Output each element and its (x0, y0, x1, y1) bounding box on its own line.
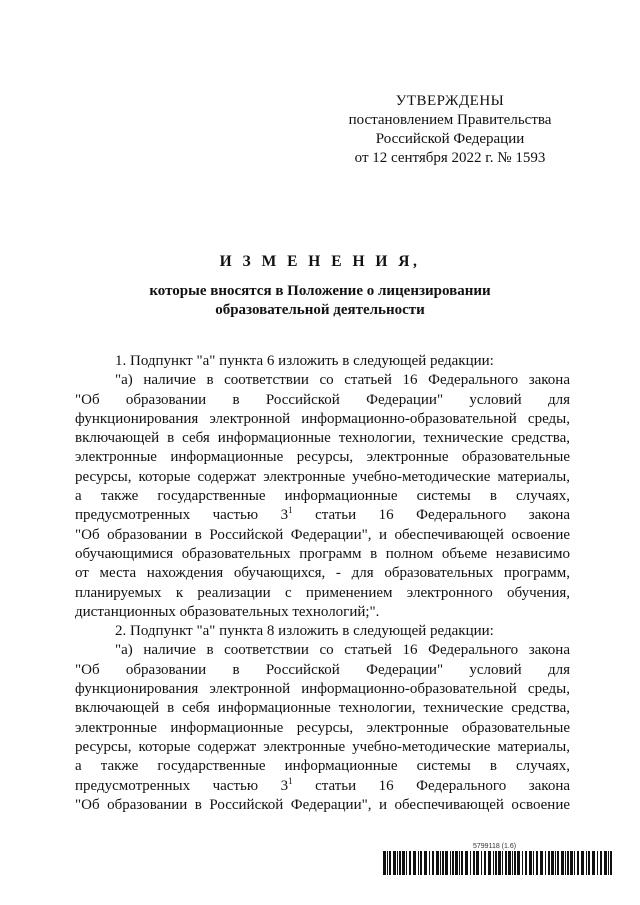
barcode-bar (397, 851, 398, 875)
barcode-bar (445, 851, 448, 875)
barcode-bar (502, 851, 503, 875)
barcode-bar (505, 851, 507, 875)
barcode-bar (436, 851, 439, 875)
item-2-line-8 (75, 777, 570, 796)
item-1-line-6: ресурсы, которые содержат электронные учебно-методические материалы, (75, 468, 570, 485)
barcode-bar (570, 851, 573, 875)
barcode-bar (452, 851, 454, 875)
item-2-heading: 2. Подпункт "а" пункта 8 изложить в следующей редакции: (115, 623, 494, 640)
item-2-line-9: "Об образовании в Российской Федерации", и обеспечивающей освоение (75, 796, 570, 813)
item-1-line-4: включающей в себя информационные технологии, технические средства, (75, 430, 570, 447)
barcode-bar (536, 851, 538, 875)
barcode-bar (470, 851, 471, 875)
subtitle-line-1: которые вносятся в Положение о лицензировании (149, 283, 491, 299)
barcode-bar (488, 851, 491, 875)
item-1-line-3: функционирования электронной информационно-образовательной среды, (75, 410, 570, 427)
barcode-bar (389, 851, 391, 875)
barcode-bar (600, 851, 602, 875)
barcode-bar (533, 851, 534, 875)
barcode-bar (429, 851, 430, 875)
item-2-line-5: электронные информационные ресурсы, электронные образовательные (75, 719, 570, 736)
barcode-bar (418, 851, 419, 875)
approval-line-1: постановлением Правительства (348, 112, 552, 128)
barcode-bar (493, 851, 494, 875)
barcode-icon (383, 851, 615, 875)
item-1-heading: 1. Подпункт "а" пункта 6 изложить в следующей редакции: (115, 353, 494, 369)
item-1-line-5: электронные информационные ресурсы, электронные образовательные (75, 449, 570, 466)
item-1-line-9: "Об образовании в Российской Федерации", и обеспечивающей освоение (75, 526, 570, 543)
barcode-bar (525, 851, 527, 875)
barcode-bar (383, 851, 386, 875)
barcode-bar (495, 851, 497, 875)
item-1-line-13: дистанционных образовательных технологий;". (75, 603, 380, 620)
barcode-bar (413, 851, 416, 875)
barcode-bar (557, 851, 559, 875)
item-1-line-8 (75, 506, 570, 525)
approval-block (320, 92, 580, 168)
barcode-bar (608, 851, 609, 875)
barcode-bar (420, 851, 422, 875)
barcode-bar (442, 851, 444, 875)
item-1-line-7: а также государственные информационные системы в случаях, (75, 488, 570, 505)
barcode-bar (406, 851, 407, 875)
barcode-bar (424, 851, 427, 875)
item-2-superscript: 1 (288, 775, 293, 786)
item-1-line-8-b: статьи 16 Федерального закона (292, 507, 571, 524)
item-2-line-7: а также государственные информационные системы в случаях, (75, 758, 570, 775)
barcode-bar (508, 851, 511, 875)
item-2-line-8-a: предусмотренных частью 3 (75, 777, 289, 794)
barcode-bar (440, 851, 441, 875)
item-1-line-2: "Об образовании в Российской Федерации" условий для (75, 391, 570, 408)
item-1-superscript: 1 (288, 505, 293, 516)
barcode-bar (450, 851, 451, 875)
item-1-line-11: от места нахождения обучающихся, - для образовательных программ, (75, 565, 570, 582)
barcode-bar (529, 851, 532, 875)
barcode-bar (522, 851, 523, 875)
item-1-line-10: обучающимися образовательных программ в полном объеме независимо (75, 545, 570, 562)
document-title: И З М Е Н Е Н И Я, (219, 253, 421, 270)
barcode-bar (459, 851, 460, 875)
barcode-bar (588, 851, 590, 875)
document-subtitle (100, 282, 540, 320)
item-2-line-3: функционирования электронной информационно-образовательной среды, (75, 681, 570, 698)
barcode-bar (597, 851, 598, 875)
barcode-bar (548, 851, 550, 875)
barcode-bar (545, 851, 546, 875)
barcode-bar (393, 851, 396, 875)
barcode-bar (517, 851, 520, 875)
item-2-line-8-b: статьи 16 Федерального закона (292, 777, 571, 794)
barcode-bar (540, 851, 543, 875)
barcode-bar (402, 851, 405, 875)
item-2-line-6: ресурсы, которые содержат электронные учебно-методические материалы, (75, 738, 570, 755)
barcode-bar (484, 851, 486, 875)
barcode-bar (461, 851, 463, 875)
item-2-line-2: "Об образовании в Российской Федерации" условий для (75, 661, 570, 678)
barcode-bar (567, 851, 569, 875)
barcode-bar (455, 851, 458, 875)
item-2-line-1: "а) наличие в соответствии со статьей 16 Федерального закона (115, 642, 570, 659)
item-2-line-4: включающей в себя информационные технологии, технические средства, (75, 700, 570, 717)
barcode-bar (512, 851, 513, 875)
barcode-bar (555, 851, 556, 875)
barcode-bar (465, 851, 468, 875)
item-1-line-1: "а) наличие в соответствии со статьей 16 Федерального закона (115, 372, 570, 389)
barcode-bar (610, 851, 612, 875)
barcode-bar (577, 851, 579, 875)
approval-heading: УТВЕРЖДЕНЫ (395, 93, 505, 109)
document-body (75, 352, 570, 815)
approval-line-2: Российской Федерации (375, 131, 525, 147)
barcode-bar (498, 851, 501, 875)
barcode-bar (409, 851, 411, 875)
document-code: 5799118 (1.6) (473, 843, 517, 850)
barcode-bar (604, 851, 607, 875)
barcode-bar (581, 851, 584, 875)
barcode-bar (586, 851, 587, 875)
barcode-bar (432, 851, 434, 875)
barcode-bar (551, 851, 554, 875)
item-1-line-8-a: предусмотренных частью 3 (75, 507, 289, 524)
barcode-bar (387, 851, 388, 875)
barcode-bar (481, 851, 482, 875)
barcode-bar (473, 851, 475, 875)
barcode-bar (514, 851, 516, 875)
approval-line-3: от 12 сентября 2022 г. № 1593 (354, 150, 546, 166)
barcode-bar (476, 851, 479, 875)
barcode-bar (592, 851, 595, 875)
subtitle-line-2: образовательной деятельности (215, 302, 425, 318)
barcode-bar (574, 851, 575, 875)
barcode-bar (561, 851, 564, 875)
barcode-bar (399, 851, 401, 875)
item-1-line-12: планируемых к реализации с применением электронного обучения, (75, 584, 570, 601)
barcode-bar (565, 851, 566, 875)
